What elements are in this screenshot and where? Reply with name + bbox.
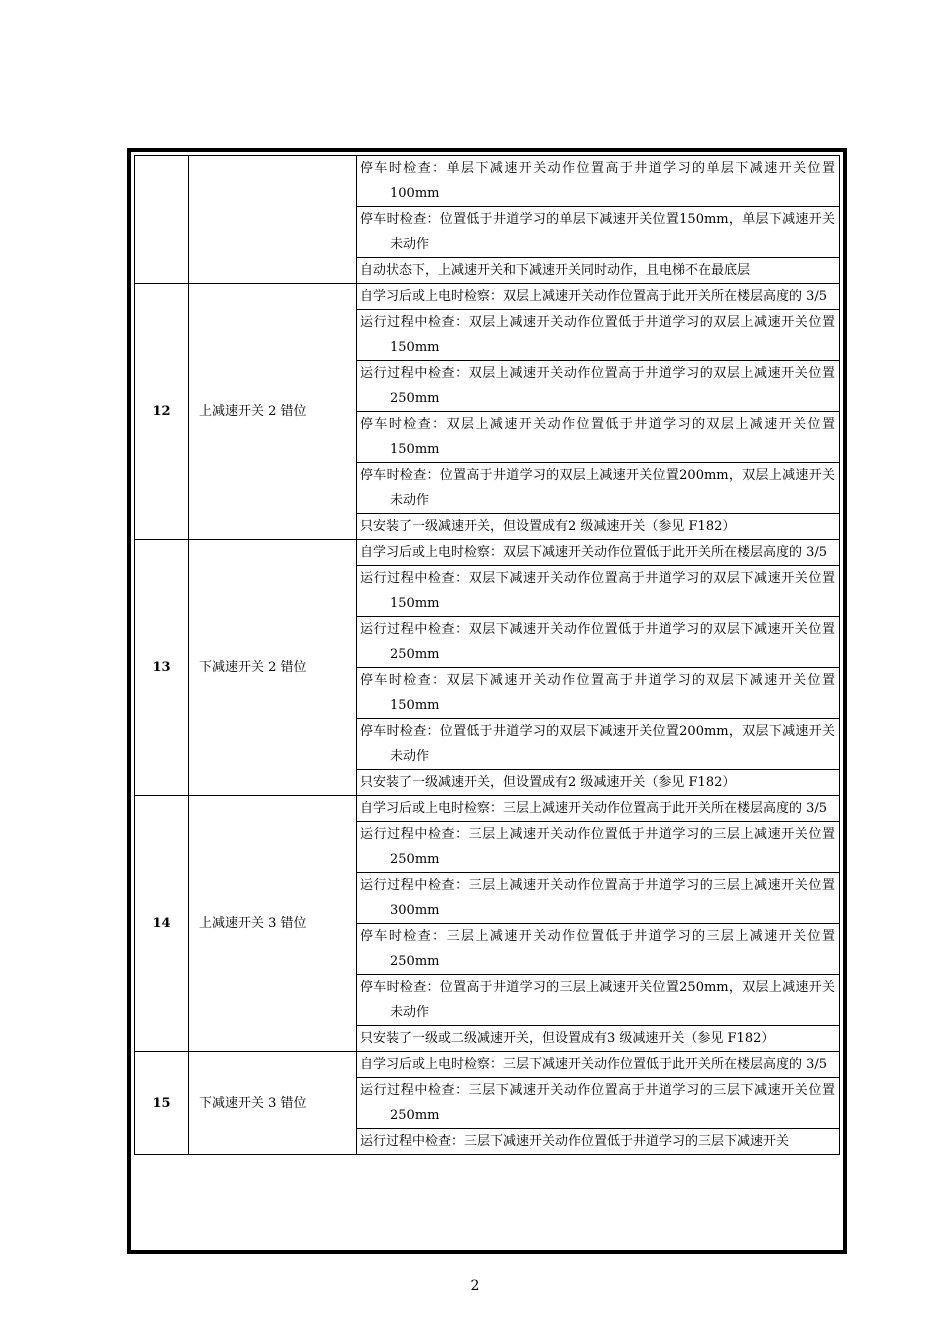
fault-condition-text: 只安装了一级减速开关，但设置成有2 级减速开关（参见 F182）: [360, 519, 736, 534]
fault-condition-cell: [357, 207, 840, 258]
fault-condition-text: 运行过程中检查：双层上减速开关动作位置高于井道学习的双层上减速开关位置 250mm: [360, 366, 835, 406]
fault-condition-cell: [357, 1078, 840, 1129]
fault-condition-cell: [357, 873, 840, 924]
fault-number: 14: [135, 796, 189, 1052]
fault-condition-cell: [357, 796, 840, 822]
fault-condition-cell: [357, 822, 840, 873]
fault-condition-text: 运行过程中检查：三层上减速开关动作位置低于井道学习的三层上减速开关位置 250mm: [360, 827, 835, 867]
table-row: [135, 156, 840, 207]
fault-condition-text: 自学习后或上电时检察：双层上减速开关动作位置高于此开关所在楼层高度的 3/5: [360, 289, 828, 304]
fault-name: [189, 156, 357, 284]
fault-name: 下减速开关 2 错位: [189, 540, 357, 796]
fault-condition-cell: [357, 258, 840, 284]
fault-condition-text: 停车时检查：位置高于井道学习的双层上减速开关位置200mm，双层上减速开关未动作: [360, 468, 835, 508]
fault-condition-text: 运行过程中检查：三层上减速开关动作位置高于井道学习的三层上减速开关位置 300mm: [360, 878, 835, 918]
fault-condition-text: 运行过程中检查：双层上减速开关动作位置低于井道学习的双层上减速开关位置 150mm: [360, 315, 835, 355]
fault-condition-text: 只安装了一级或二级减速开关，但设置成有3 级减速开关（参见 F182）: [360, 1031, 775, 1046]
fault-condition-cell: [357, 156, 840, 207]
fault-condition-text: 停车时检查：双层上减速开关动作位置低于井道学习的双层上减速开关位置150mm: [360, 417, 835, 457]
table-row: [135, 1052, 840, 1078]
fault-condition-text: 运行过程中检查：三层下减速开关动作位置低于井道学习的三层下减速开关: [360, 1134, 790, 1149]
fault-number: [135, 156, 189, 284]
page-number: 2: [470, 1278, 480, 1294]
fault-condition-cell: [357, 566, 840, 617]
fault-condition-cell: [357, 924, 840, 975]
fault-condition-cell: [357, 770, 840, 796]
fault-condition-text: 停车时检查：位置高于井道学习的三层上减速开关位置250mm，双层上减速开关未动作: [360, 980, 835, 1020]
fault-condition-cell: [357, 1129, 840, 1155]
fault-condition-text: 停车时检查：位置低于井道学习的双层下减速开关位置200mm，双层下减速开关未动作: [360, 724, 835, 764]
fault-condition-cell: [357, 412, 840, 463]
fault-condition-cell: [357, 514, 840, 540]
fault-condition-text: 运行过程中检查：双层下减速开关动作位置低于井道学习的双层下减速开关位置 250mm: [360, 622, 835, 662]
fault-number: 15: [135, 1052, 189, 1155]
fault-condition-cell: [357, 540, 840, 566]
fault-condition-cell: [357, 310, 840, 361]
fault-name: 下减速开关 3 错位: [189, 1052, 357, 1155]
fault-name: 上减速开关 2 错位: [189, 284, 357, 540]
fault-condition-text: 运行过程中检查：双层下减速开关动作位置高于井道学习的双层下减速开关位置 150mm: [360, 571, 835, 611]
fault-condition-text: 只安装了一级减速开关，但设置成有2 级减速开关（参见 F182）: [360, 775, 736, 790]
fault-condition-cell: [357, 975, 840, 1026]
fault-number: 12: [135, 284, 189, 540]
fault-condition-cell: [357, 1026, 840, 1052]
fault-condition-text: 停车时检查：单层下减速开关动作位置高于井道学习的单层下减速开关位置100mm: [360, 161, 835, 201]
fault-table: [134, 155, 840, 1155]
table-row: [135, 540, 840, 566]
fault-condition-cell: [357, 719, 840, 770]
fault-condition-cell: [357, 668, 840, 719]
fault-condition-text: 运行过程中检查：三层下减速开关动作位置高于井道学习的三层下减速开关位置 250mm: [360, 1083, 835, 1123]
fault-name: 上减速开关 3 错位: [189, 796, 357, 1052]
fault-number: 13: [135, 540, 189, 796]
table-row: [135, 284, 840, 310]
fault-condition-text: 停车时检查：双层下减速开关动作位置高于井道学习的双层下减速开关位置150mm: [360, 673, 835, 713]
table-frame: [127, 148, 847, 1254]
fault-condition-text: 停车时检查：位置低于井道学习的单层下减速开关位置150mm，单层下减速开关未动作: [360, 212, 835, 252]
fault-condition-cell: [357, 1052, 840, 1078]
fault-condition-cell: [357, 617, 840, 668]
fault-condition-cell: [357, 284, 840, 310]
fault-condition-cell: [357, 463, 840, 514]
fault-condition-text: 自动状态下，上减速开关和下减速开关同时动作，且电梯不在最底层: [360, 263, 751, 278]
fault-condition-cell: [357, 361, 840, 412]
fault-condition-text: 自学习后或上电时检察：三层上减速开关动作位置高于此开关所在楼层高度的 3/5: [360, 801, 828, 816]
fault-condition-text: 自学习后或上电时检察：双层下减速开关动作位置低于此开关所在楼层高度的 3/5: [360, 545, 828, 560]
fault-condition-text: 停车时检查：三层上减速开关动作位置低于井道学习的三层上减速开关位置250mm: [360, 929, 835, 969]
table-row: [135, 796, 840, 822]
fault-condition-text: 自学习后或上电时检察：三层下减速开关动作位置低于此开关所在楼层高度的 3/5: [360, 1057, 828, 1072]
